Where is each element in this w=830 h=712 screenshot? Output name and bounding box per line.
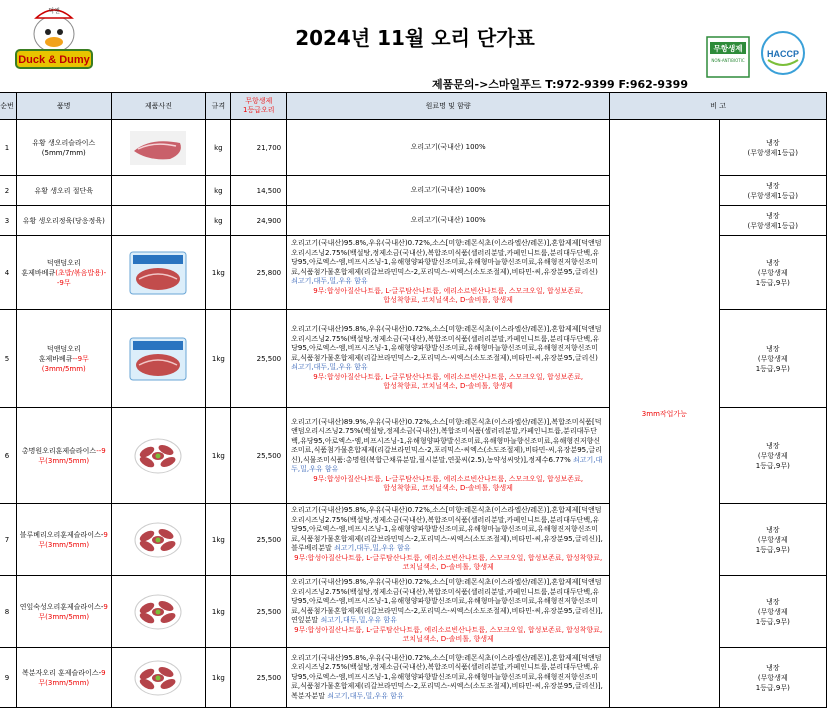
row-photo <box>111 236 206 310</box>
page-title: 2024년 11월 오리 단가표 <box>295 26 535 50</box>
row-name <box>16 120 111 176</box>
row-no: 9 <box>0 648 16 708</box>
note-cell: 3mm작업가능 <box>610 120 719 708</box>
row-name <box>16 576 111 648</box>
row-name <box>16 310 111 408</box>
row-name-red: (초밥/볶음밥용)--9무 <box>55 268 107 287</box>
row-name <box>16 206 111 236</box>
ingredient-text: 오리고기(국내산) 100% <box>410 142 486 151</box>
row-ingredients <box>287 206 610 236</box>
allergen-text: 쇠고기,대두,밀,우유 함유 <box>291 277 368 286</box>
contact-info: 제품문의->스마일푸드 T:972-9399 F:962-9399 <box>432 78 688 91</box>
row-name-red: --9무(3mm/5mm) <box>38 446 106 465</box>
row-ingredients <box>287 120 610 176</box>
row-name <box>16 648 111 708</box>
row-unit: 1kg <box>206 576 231 648</box>
ingredient-text: 오리고기(국내산) 100% <box>410 185 486 194</box>
ingredient-text: 오리고기(국내산) 100% <box>410 215 486 224</box>
row-no: 2 <box>0 176 16 206</box>
badge-1-text: 무항생제 <box>713 44 743 53</box>
row-price: 25,500 <box>231 576 287 648</box>
row-name-text: 유황 생오리정육(당응정육) <box>22 216 105 225</box>
antibiotic-free-badge <box>706 36 750 78</box>
allergen-text: 쇠고기,대두,밀,우유 함유 <box>291 455 603 473</box>
product-photo <box>133 436 183 476</box>
ingredient-text: 오리고기(국내산)95.8%,우유(국내산)0.72%,소스[미향:레몬식초(이스라엘산/레몬)],혼합제제[덕앤덤오리시즈닝2.75%(백설탕,정제소금(국내산),복합조미식품(셀러리분말,카페인니트륨,분리대두단백,유당95,아로엑스-엠,비프시즈닝-1,유해형양파향발신조미료,유해형마늘향신조미료,유해형진저향신조미료,식품첨가물혼합제제(리갈브라민믹스-2,포리믹스-씨엑스(소도조절제),비타민-씨,유장분95,글리신) <box>291 239 602 276</box>
badge-1-sub: NON-ANTIBIOTIC <box>711 58 745 63</box>
col-unit: 규격 <box>206 93 231 120</box>
col-photo: 제품사진 <box>111 93 206 120</box>
row-name-text: 유황 생오리슬라이스 (5mm/7mm) <box>32 138 96 157</box>
allergen-text: 쇠고기,대두,밀,우유 함유 <box>320 616 397 625</box>
row-name <box>16 408 111 504</box>
row-photo <box>111 648 206 708</box>
row-price: 25,500 <box>231 310 287 408</box>
row-remark: 냉장 (무항생제1등급) <box>719 206 826 236</box>
row-remark: 냉장 (무항생제 1등급,9무) <box>719 648 826 708</box>
row-no: 7 <box>0 504 16 576</box>
row-name-red: 9무(3mm/5mm) <box>38 602 108 621</box>
additive-free-text: 9무:합성아질산나트륨, L-글루탐산나트륨, 에리소르빈산나트륨, 스모크오일, 합성보존료, 합성착향료, 코치닐색소, D-솔비톨, 향생제 <box>294 553 603 572</box>
row-unit: 1kg <box>206 408 231 504</box>
col-price: 무항생제 1등급오리 <box>231 93 287 120</box>
row-name-text: 덕앤덤오리 훈제바베큐 <box>38 344 81 363</box>
product-photo <box>129 337 187 381</box>
ingredient-text: 오리고기(국내산)95.8%,우유(국내산)0.72%,소스[미향:레몬식초(이스라엘산/레몬)],혼합제제[덕앤덤오리시즈닝2.75%(백설탕,정제소금(국내산),복합조미식품(셀러리분말,카페인니트륨,분리대두단백,유당95,아로엑스-엠,비프시즈닝-1,유해형양파향발신조미료,유해형마늘향신조미료,유해형진저향신조미료,식품첨가물혼합제제(리갈브라민믹스-2,포리믹스-씨엑스(소도조절제),비타민-씨,유장분95,글리신) <box>291 325 602 362</box>
row-unit: 1kg <box>206 310 231 408</box>
row-ingredients <box>287 504 610 576</box>
row-ingredients <box>287 576 610 648</box>
row-no: 6 <box>0 408 16 504</box>
col-remark: 비 고 <box>610 93 827 120</box>
row-photo <box>111 120 206 176</box>
row-unit: kg <box>206 176 231 206</box>
row-name-red: 9무(3mm/5mm) <box>38 530 108 549</box>
row-photo <box>111 206 206 236</box>
allergen-text: 쇠고기,대두,밀,우유 함유 <box>327 691 404 700</box>
row-name-text: 연잎숙성오리훈제슬라이스- <box>19 602 104 611</box>
additive-free-text: 9무:합성아질산나트륨, L-글루탐산나트륨, 에리소르빈산나트륨, 스모크오일, 합성보존료, 합성착향료, 코치닐색소, D-솔비톨, 향생제 <box>313 286 584 305</box>
row-ingredients <box>287 648 610 708</box>
product-photo <box>129 251 187 295</box>
ingredient-text: 오리고기(국내산)89.9%,우유(국내산)0.72%,소스[미향:레몬식초(이스라엘산/레몬)],복합조미식품[덕앤덤오리시즈닝2.75%(백설탕,정제소금(국내산),복합조미식품(셀러리분말,카페인니트륨,분리대두단백,유당95,아로엑스-엠,비프시즈닝-1,유해형양파향발신조미료,유해형마늘향신조미료,유해형진저향신조미료,식품첨가물혼합제제(리갈브라민믹스-2,포리믹스-씨엑스(소도조절제),비타민-씨,유장분95,글리신),식물조미식품:총명원(복합근채류분말,필시분말,연꽃씨(2.5),농약성씨앗)],정제수6.77% <box>291 417 602 464</box>
row-no: 4 <box>0 236 16 310</box>
row-photo <box>111 310 206 408</box>
ingredient-text: 오리고기(국내산)95.8%,우유(국내산)0.72%,소스[미향:레몬식초(이스라엘산/레몬)],혼합제제[덕앤덤오리시즈닝2.75%(백설탕,정제소금(국내산),복합조미식품(셀러리분말,카페인니트륨,분리대두단백,유당95,아로엑스-엠,비프시즈닝-1,유해형양파향발신조미료,유해형마늘향신조미료,유해형진저향신조미료,식품첨가물혼합제제(리갈브라민믹스-2,포리믹스-씨엑스(소도조절제),비타민-씨,유장분95,글리신)],복분자분말 <box>291 653 603 700</box>
ingredient-text: 오리고기(국내산)95.8%,우유(국내산)0.72%,소스[미향:레몬식초(이스라엘산/레몬)],혼합제제[덕앤덤오리시즈닝2.75%(백설탕,정제소금(국내산),복합조미식품(셀러리분말,카페인니트륨,분리대두단백,유당95,아로엑스-엠,비프시즈닝-1,유해형양파향발신조미료,유해형마늘향신조미료,유해형진저향신조미료,식품첨가물혼합제제(리갈브라민믹스-2,포리믹스-씨엑스(소도조절제),비타민-씨,유장분95,글리신)],연잎분말 <box>291 578 603 625</box>
logo-text: Duck & Dumy <box>18 54 90 66</box>
haccp-badge <box>760 30 806 76</box>
row-name <box>16 504 111 576</box>
row-price: 21,700 <box>231 120 287 176</box>
row-remark: 냉장 (무항생제1등급) <box>719 120 826 176</box>
row-price: 25,800 <box>231 236 287 310</box>
row-remark: 냉장 (무항생제 1등급,9무) <box>719 408 826 504</box>
row-price: 25,500 <box>231 504 287 576</box>
col-no: 순번 <box>0 93 16 120</box>
ingredient-text: 오리고기(국내산)95.8%,우유(국내산)0.72%,소스[미향:레몬식초(이스라엘산/레몬)],혼합제제[덕앤덤오리시즈닝2.75%(백설탕,정제소금(국내산),복합조미식품(셀러리분말,카페인니트륨,분리대두단백,유당95,아로엑스-엠,비프시즈닝-1,유해형양파향발신조미료,유해형마늘향신조미료,유해형진저향신조미료,식품첨가물혼합제제(리갈브라민믹스-2,포리믹스-씨엑스(소도조절제),비타민-씨,유장분95,글리신)],블루베리분말 <box>291 506 603 553</box>
additive-free-text: 9무:합성아질산나트륨, L-글루탐산나트륨, 에리소르빈산나트륨, 스모크오일, 합성보존료, 합성착향료, 코치닐색소, D-솔비톨, 향생제 <box>294 625 603 644</box>
allergen-text: 쇠고기,대두,밀,우유 함유 <box>291 363 368 372</box>
row-unit: kg <box>206 120 231 176</box>
product-photo <box>130 131 186 165</box>
row-name-text: 복분자오리 훈제슬라이스- <box>21 668 102 677</box>
row-unit: 1kg <box>206 504 231 576</box>
row-no: 8 <box>0 576 16 648</box>
row-remark: 냉장 (무항생제 1등급,9무) <box>719 576 826 648</box>
row-ingredients <box>287 236 610 310</box>
product-photo <box>133 520 183 560</box>
row-no: 1 <box>0 120 16 176</box>
row-photo <box>111 176 206 206</box>
col-ingredients: 원료명 및 함량 <box>287 93 610 120</box>
row-photo <box>111 576 206 648</box>
product-photo <box>133 592 183 632</box>
additive-free-text: 9무:합성아질산나트륨, L-글루탐산나트륨, 에리소르빈산나트륨, 스모크오일, 합성보존료, 합성착향료, 코치닐색소, D-솔비톨, 향생제 <box>313 474 584 492</box>
row-remark: 냉장 (무항생제1등급) <box>719 176 826 206</box>
row-name-text: 총명원오리훈제슬라이스 <box>21 446 97 455</box>
allergen-text: 쇠고기,대두,밀,우유 함유 <box>333 544 411 553</box>
logo-top-text: 덕앤 <box>48 8 60 15</box>
row-ingredients <box>287 310 610 408</box>
badge-2-text: HACCP <box>766 49 800 59</box>
row-name <box>16 176 111 206</box>
table-row <box>0 120 827 176</box>
row-price: 24,900 <box>231 206 287 236</box>
row-no: 3 <box>0 206 16 236</box>
row-price: 14,500 <box>231 176 287 206</box>
row-price: 25,500 <box>231 648 287 708</box>
row-unit: 1kg <box>206 648 231 708</box>
col-name: 품명 <box>16 93 111 120</box>
row-remark: 냉장 (무항생제 1등급,9무) <box>719 310 826 408</box>
price-table <box>0 92 827 708</box>
row-photo <box>111 408 206 504</box>
row-ingredients <box>287 176 610 206</box>
row-name-red: --9무(3mm/5mm) <box>41 354 89 373</box>
table-header-row <box>0 93 827 120</box>
row-name-text: 유황 생오리 절단육 <box>34 186 94 195</box>
row-price: 25,500 <box>231 408 287 504</box>
row-unit: 1kg <box>206 236 231 310</box>
product-photo <box>133 658 183 698</box>
row-name-text: 블루베리오리훈제슬라이스- <box>19 530 104 539</box>
row-name-text: 덕앤덤오리 훈제바베큐 <box>21 258 81 277</box>
row-remark: 냉장 (무항생제 1등급,9무) <box>719 236 826 310</box>
row-name <box>16 236 111 310</box>
row-ingredients <box>287 408 610 504</box>
row-remark: 냉장 (무항생제 1등급,9무) <box>719 504 826 576</box>
row-no: 5 <box>0 310 16 408</box>
row-photo <box>111 504 206 576</box>
additive-free-text: 9무:합성아질산나트륨, L-글루탐산나트륨, 에리소르빈산나트륨, 스모크오일, 합성보존료, 합성착향료, 코치닐색소, D-솔비톨, 향생제 <box>313 372 584 391</box>
row-unit: kg <box>206 206 231 236</box>
row-name-red: 9무(3mm/5mm) <box>38 668 106 687</box>
